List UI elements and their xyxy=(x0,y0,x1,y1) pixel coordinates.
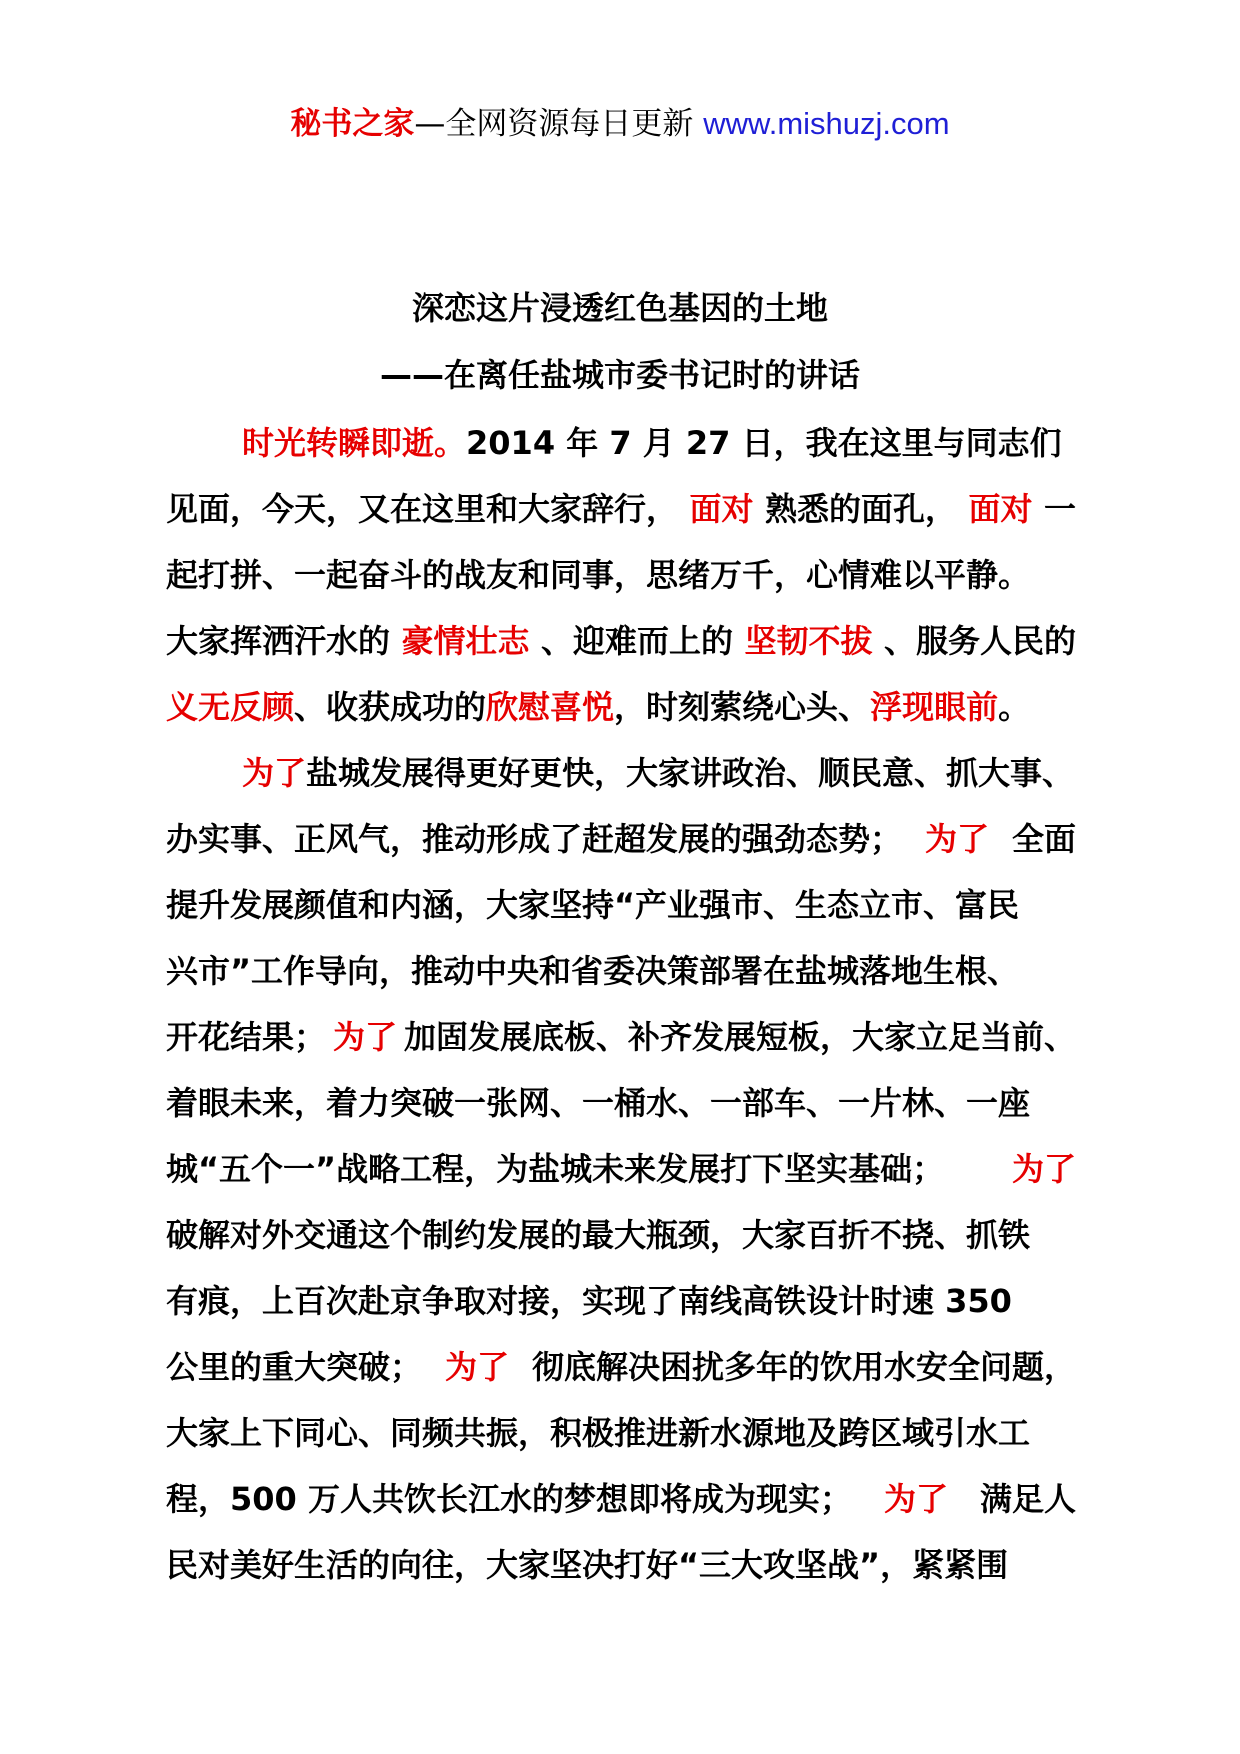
body-text: 大家挥洒汗水的 xyxy=(166,622,391,660)
paragraph-2-line xyxy=(166,872,1076,938)
highlight-text: 时光转瞬即逝。 xyxy=(242,424,467,462)
paragraph-2-line xyxy=(166,1334,1076,1400)
site-tagline: —全网资源每日更新 xyxy=(414,106,704,142)
paragraph-2-line xyxy=(166,1202,1076,1268)
body-text: 有痕，上百次赴京争取对接，实现了南线高铁设计时速 350 xyxy=(166,1282,1012,1320)
body-text: 破解对外交通这个制约发展的最大瓶颈，大家百折不挠、抓铁 xyxy=(166,1216,1031,1254)
body-text: 民对美好生活的向往，大家坚决打好“三大攻坚战”，紧紧围 xyxy=(166,1546,1009,1584)
highlight-text: 为了 xyxy=(924,820,989,858)
highlight-text: 面对 xyxy=(689,490,754,528)
paragraph-1-line xyxy=(166,674,1076,740)
paragraph-2-line xyxy=(166,1004,1076,1070)
paragraph-2-line xyxy=(166,1070,1076,1136)
body-text: 全面 xyxy=(1011,820,1076,858)
highlight-text: 浮现眼前 xyxy=(870,688,999,726)
body-text: 。 xyxy=(998,688,1031,726)
paragraph-1-line xyxy=(166,476,1076,542)
body-text: 城“五个一”战略工程，为盐城未来发展打下坚实基础； xyxy=(166,1150,945,1188)
highlight-text: 为了 xyxy=(332,1018,397,1056)
document-title: 深恋这片浸透红色基因的土地 xyxy=(411,289,828,327)
paragraph-2-line xyxy=(166,1136,1076,1202)
highlight-text: 面对 xyxy=(968,490,1033,528)
body-text: 办实事、正风气，推动形成了赶超发展的强劲态势； xyxy=(166,820,903,858)
body-text: 兴市”工作导向，推动中央和省委决策部署在盐城落地生根、 xyxy=(166,952,1020,990)
body-text: 起打拼、一起奋斗的战友和同事，思绪万千，心情难以平静。 xyxy=(166,556,1031,594)
highlight-text: 欣慰喜悦 xyxy=(486,688,615,726)
paragraph-2-line xyxy=(166,1268,1076,1334)
body-text: 见面，今天，又在这里和大家辞行， xyxy=(166,490,679,528)
paragraph-2-line xyxy=(166,1466,1076,1532)
highlight-text: 为了 xyxy=(242,754,307,792)
paragraph-2-line xyxy=(166,1532,1076,1598)
body-text: 大家上下同心、同频共振，积极推进新水源地及跨区域引水工 xyxy=(166,1414,1031,1452)
body-text: 彻底解决困扰多年的饮用水安全问题， xyxy=(531,1348,1076,1386)
highlight-text: 为了 xyxy=(1011,1150,1076,1188)
body-text: 开花结果； xyxy=(166,1018,327,1056)
document-subtitle: ——在离任盐城市委书记时的讲话 xyxy=(379,356,860,394)
paragraph-1-line xyxy=(166,608,1076,674)
paragraph-1-line xyxy=(166,542,1076,608)
body-text: 、收获成功的 xyxy=(294,688,487,726)
paragraph-2-line xyxy=(166,806,1076,872)
body-text: 公里的重大突破； xyxy=(166,1348,423,1386)
body-text: 程，500 万人共饮长江水的梦想即将成为现实； xyxy=(166,1480,852,1518)
body-text: 提升发展颜值和内涵，大家坚持“产业强市、生态立市、富民 xyxy=(166,886,1020,924)
body-text: 一 xyxy=(1043,490,1076,528)
highlight-text: 义无反顾 xyxy=(166,688,295,726)
body-text: 着眼未来，着力突破一张网、一桶水、一部车、一片林、一座 xyxy=(166,1084,1031,1122)
body-text: 2014 年 7 月 27 日，我在这里与同志们 xyxy=(466,424,1062,462)
paragraph-2-line xyxy=(166,740,1076,806)
paragraph-1-line xyxy=(166,410,1076,476)
body-text: 熟悉的面孔， xyxy=(764,490,957,528)
body-text: 、服务人民的 xyxy=(883,622,1076,660)
body-text: 、迎难而上的 xyxy=(540,622,733,660)
body-text: 盐城发展得更好更快，大家讲政治、顺民意、抓大事、 xyxy=(306,754,1075,792)
site-brand: 秘书之家 xyxy=(290,106,415,142)
site-header xyxy=(0,102,1240,146)
body-text: 加固发展底板、补齐发展短板，大家立足当前、 xyxy=(403,1018,1076,1056)
paragraph-2-line xyxy=(166,938,1076,1004)
document-body xyxy=(166,410,1076,1598)
highlight-text: 豪情壮志 xyxy=(401,622,530,660)
highlight-text: 坚韧不拔 xyxy=(744,622,873,660)
body-text: ，时刻萦绕心头、 xyxy=(614,688,871,726)
paragraph-2-line xyxy=(166,1400,1076,1466)
site-url-link[interactable]: www.mishuzj.com xyxy=(703,106,950,141)
highlight-text: 为了 xyxy=(444,1348,509,1386)
body-text: 满足人 xyxy=(979,1480,1076,1518)
highlight-text: 为了 xyxy=(883,1480,948,1518)
